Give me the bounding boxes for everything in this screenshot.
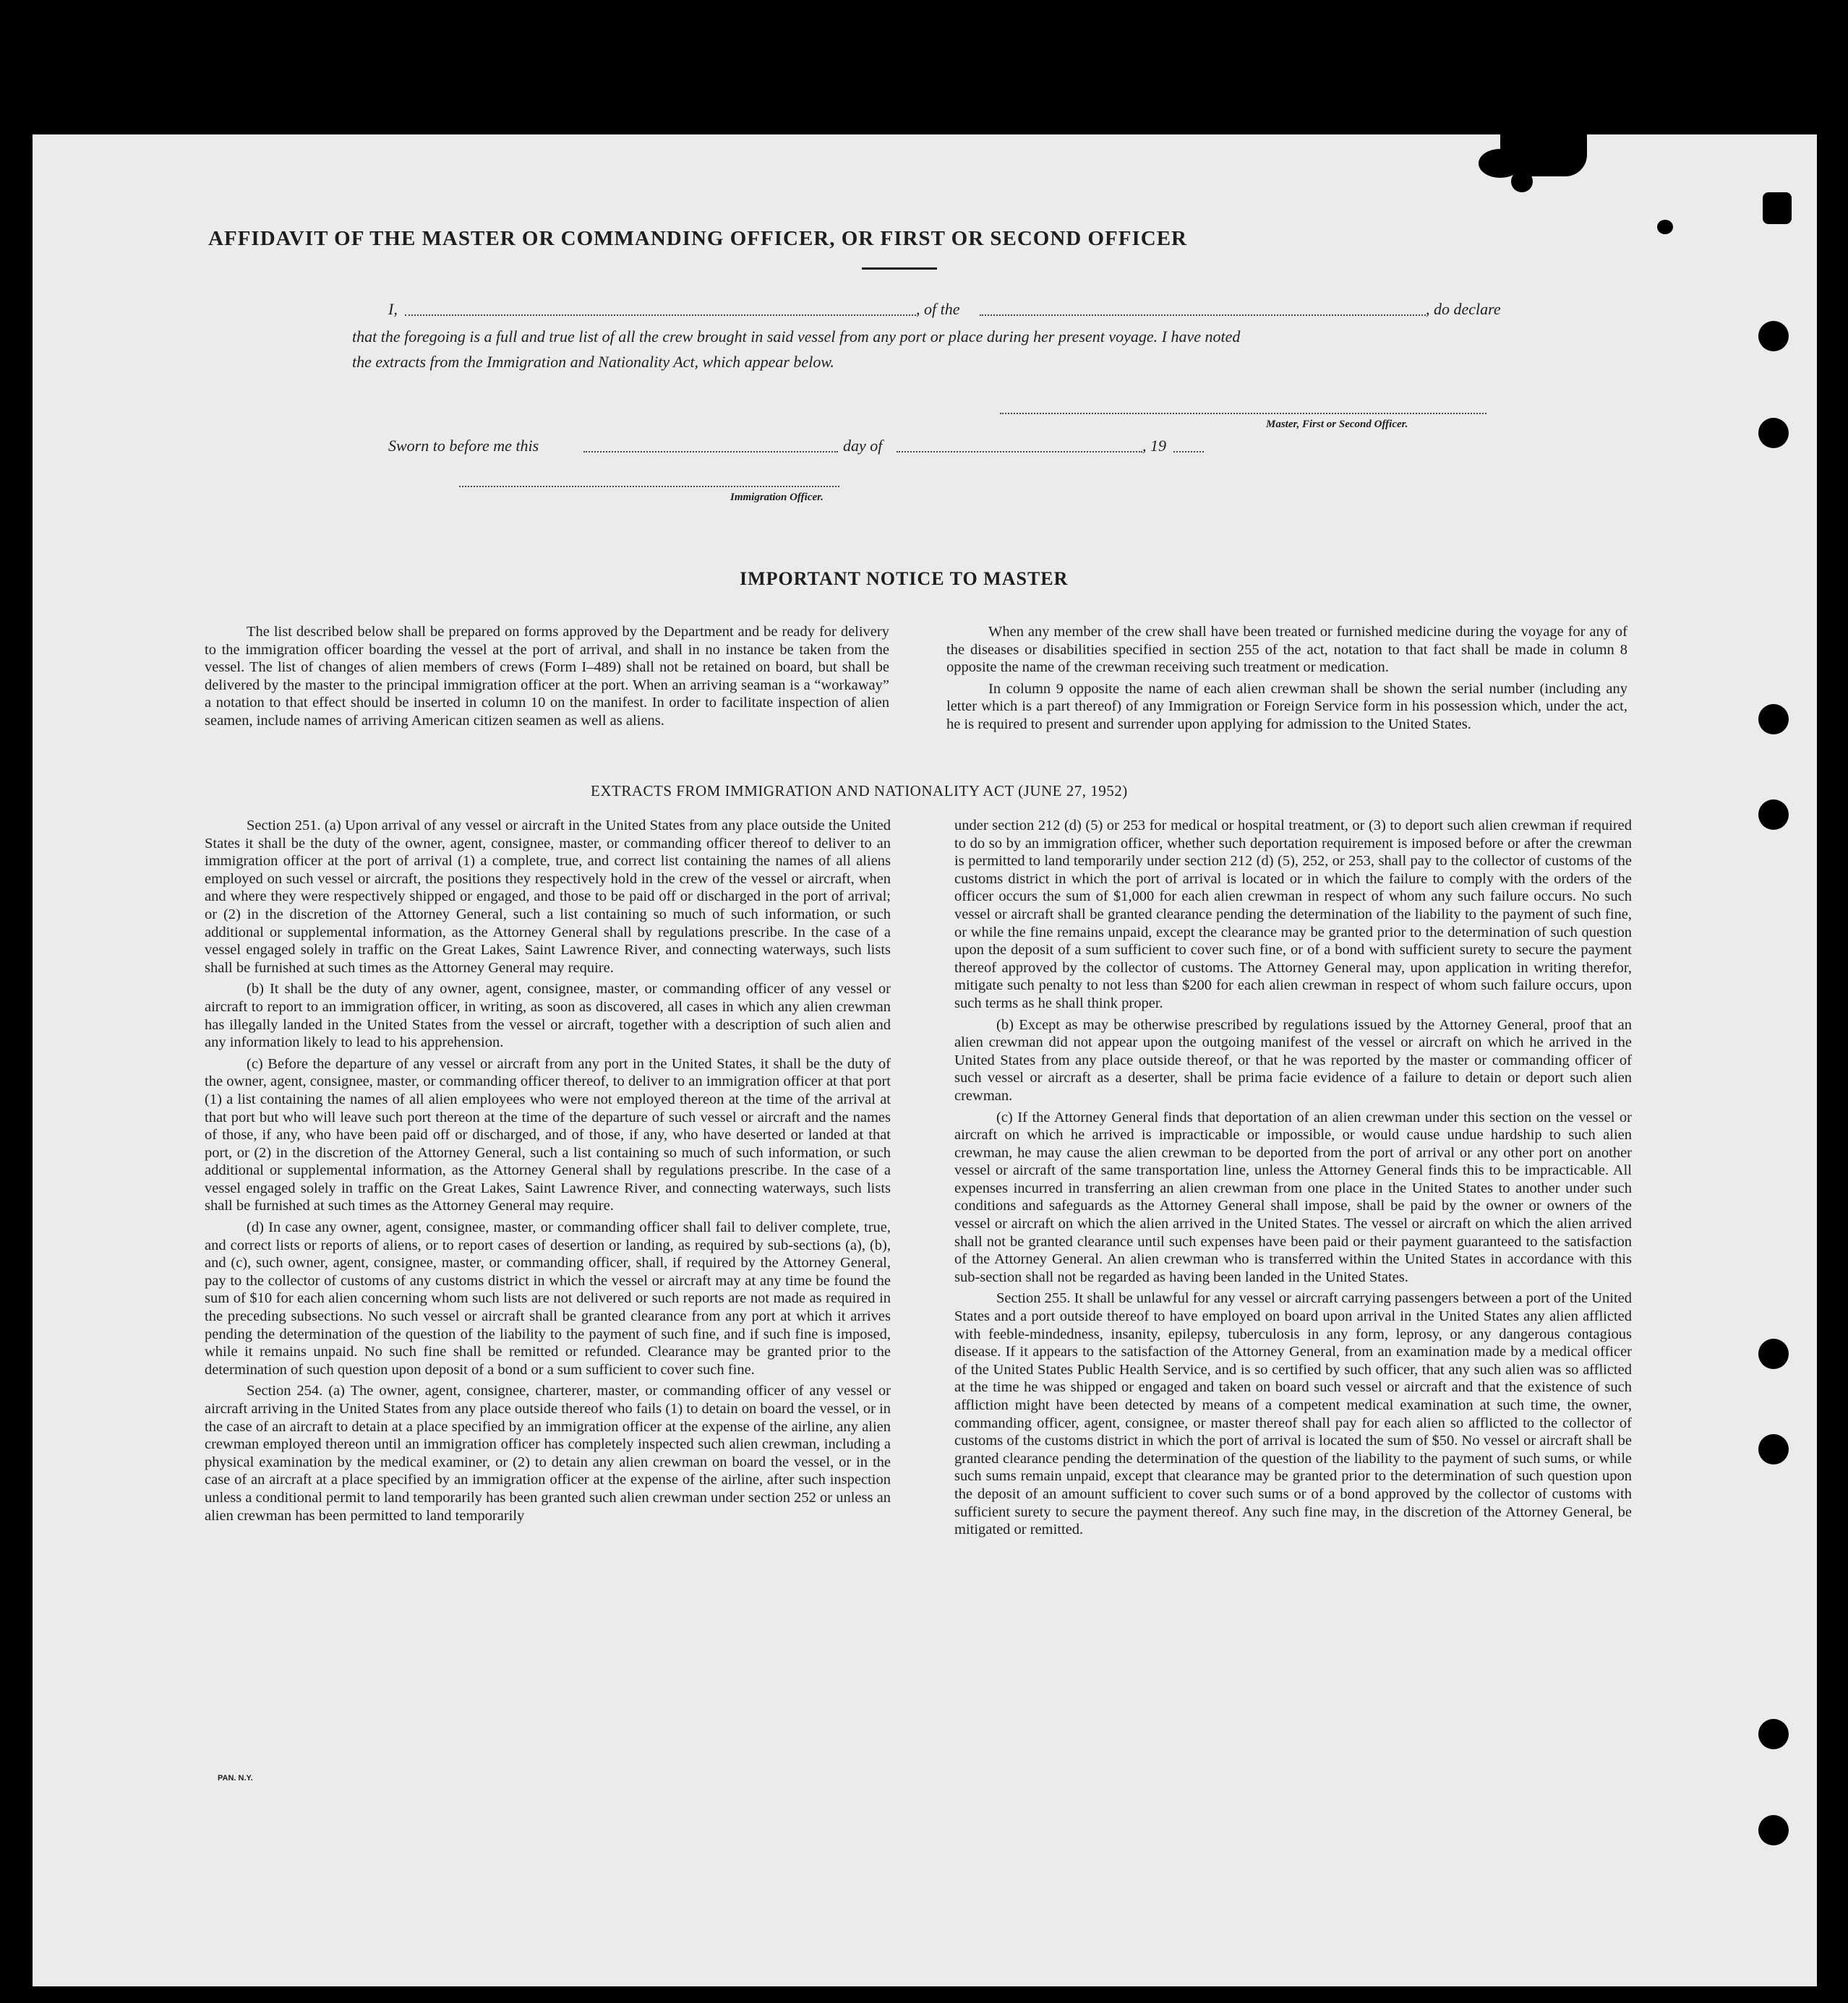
- binder-hole: [1758, 704, 1789, 734]
- binder-hole: [1758, 1339, 1789, 1369]
- notice-right-column: [946, 623, 1627, 737]
- binder-hole: [1758, 799, 1789, 830]
- section-254-b: (b) Except as may be otherwise prescribed by regulations issued by the Attorney General, proof that an alien crewman did not appear upon the outgoing manifest of the vessel or aircraft on which he arrived in the United States from any place outside thereof, or that he was reported by the master or commanding officer of such vessel or aircraft as a deserter, shall be prima facie evidence of a failure to detain or deport such alien crewman.: [954, 1016, 1632, 1104]
- section-251-c: (c) Before the departure of any vessel or aircraft from any port in the United States, it shall be the duty of the owner, agent, consignee, master, or commanding officer thereof, to deliver to an immigration officer at that port (1) a list containing the names of all alien employees who were not employed thereon at the time of the arrival at that port but who will leave such port thereon at the time of the departure of such vessel or aircraft and the names of those, if any, who have been paid off or discharged, and of those, if any, who have deserted or landed at that port, or (2) in the discretion of the Attorney General, such a list containing so much of such information, or such additional or supplemental information, as the Attorney General shall by regulations prescribe. In the case of a vessel engaged solely in traffic on the Great Lakes, Saint Lawrence River, and connecting waterways, such lists shall be furnished at such times as the Attorney General may require.: [205, 1055, 891, 1214]
- binder-hole: [1758, 1434, 1789, 1464]
- of-the-label: , of the: [916, 300, 960, 318]
- section-254-a-continued: under section 212 (d) (5) or 253 for medical or hospital treatment, or (3) to deport such alien crewman if required to do so by an immigration officer, whether such deportation requirement is imposed before or after the crewman is permitted to land temporarily under section 212 (d) (5), 252, or 253, shall pay to the collector of customs of the customs district in which the port of arrival is located or in which the failure to comply with the orders of the officer occurs the sum of $1,000 for each alien crewman in respect of whom any such failure occurs. No such vessel or aircraft shall be granted clearance pending the determination of the liability to the payment of such fine, or while the fine remains unpaid, except the clearance may be granted prior to the determination of such question upon the deposit of a sum sufficient to cover such fine, or of a bond with sufficient surety to secure the payment thereof approved by the collector of customs. The Attorney General may, upon application in writing therefor, mitigate such penalty to not less than $200 for each alien crewman in respect of whom such failure occurs, upon such terms as he shall think proper.: [954, 818, 1632, 1011]
- form-page: [33, 134, 1817, 1986]
- affidavit-line-2: that the foregoing is a full and true list of all the crew brought in said vessel from any port or place during her present voyage. I have noted: [352, 327, 1241, 346]
- notice-heading: IMPORTANT NOTICE TO MASTER: [740, 568, 1069, 589]
- affiant-prefix: I,: [388, 300, 398, 318]
- officer-signature-field[interactable]: [459, 486, 839, 487]
- ink-blot: [1657, 220, 1673, 234]
- title-rule: [862, 267, 937, 270]
- section-251-b: (b) It shall be the duty of any owner, agent, consignee, master, or commanding officer of any vessel or aircraft to report to an immigration officer, in writing, as soon as discovered, all cases in which any alien crewman has illegally landed in the United States from the vessel or aircraft, together with a description of such alien and any information likely to lead to his apprehension.: [205, 981, 891, 1051]
- ink-blot: [1763, 192, 1792, 224]
- affiant-name-field[interactable]: [405, 314, 916, 316]
- binder-hole: [1758, 1719, 1789, 1749]
- day-of-label: day of: [843, 437, 883, 455]
- section-251-a: Section 251. (a) Upon arrival of any vessel or aircraft in the United States from any place outside the United States it shall be the duty of the owner, agent, consignee, master, or commanding officer thereof to deliver to an immigration officer at the port of arrival (1) a complete, true, and correct list containing the names of all aliens employed on such vessel or aircraft, the positions they respectively hold in the crew of the vessel or aircraft, when and where they were respectively shipped or engaged, and those to be paid off or discharged in the port of arrival; or (2) in the discretion of the Attorney General, such a list containing so much of such information, or such additional or supplemental information, as the Attorney General shall by regulations prescribe. In the case of a vessel engaged solely in traffic on the Great Lakes, Saint Lawrence River, and connecting waterways, such lists shall be furnished at such times as the Attorney General may require.: [205, 818, 891, 976]
- officer-signature-label: Immigration Officer.: [730, 492, 824, 503]
- section-251-d: (d) In case any owner, agent, consignee, master, or commanding officer shall fail to deliver complete, true, and correct lists or reports of aliens, or to report cases of desertion or landing, as required by sub-sections (a), (b), and (c), such owner, agent, consignee, master, or commanding officer, shall, if required by the Attorney General, pay to the collector of customs of any customs district in which the vessel or aircraft may at any time be found the sum of $10 for each alien concerning whom such lists are not delivered or such reports are not made as required in the preceding subsections. No such vessel or aircraft shall be granted clearance from any port at which it arrives pending the determination of the question of the liability to the payment of such fine, and if such fine is imposed, while it remains unpaid. No such fine shall be remitted or refunded. Clearance may be granted prior to the determination of such question upon deposit of a bond or a sum sufficient to cover such fine.: [205, 1219, 891, 1378]
- affidavit-line-3: the extracts from the Immigration and Nationality Act, which appear below.: [352, 353, 834, 371]
- binder-hole: [1758, 1815, 1789, 1845]
- extracts-left-column: [205, 817, 891, 1528]
- declare-label: , do declare: [1426, 300, 1501, 318]
- sworn-label: Sworn to before me this: [388, 437, 539, 455]
- notice-left-column: [205, 623, 889, 734]
- vessel-name-field[interactable]: [980, 314, 1426, 316]
- notice-right-paragraph-1: When any member of the crew shall have been treated or furnished medicine during the voyage for any of the diseases or disabilities specified in section 255 of the act, notation to that fact shall be made in column 8 opposite the name of the crewman receiving such treatment or medication.: [946, 624, 1627, 676]
- notice-right-paragraph-2: In column 9 opposite the name of each alien crewman shall be shown the serial number (including any letter which is a part thereof) of any Immigration or Foreign Service form in his possession which, under the act, he is required to present and surrender upon applying for admission to the United States.: [946, 680, 1627, 732]
- affidavit-title: AFFIDAVIT OF THE MASTER OR COMMANDING OFFICER, OR FIRST OR SECOND OFFICER: [208, 227, 1187, 250]
- sworn-month-field[interactable]: [897, 451, 1142, 453]
- printer-mark: PAN. N.Y.: [218, 1774, 253, 1783]
- section-254-c: (c) If the Attorney General finds that deportation of an alien crewman under this section on the vessel or aircraft on which he arrived is impracticable or impossible, or would cause undue hardship to such alien crewman, he may cause the alien crewman to be deported from the port of arrival or any other port on another vessel or aircraft of the same transportation line, unless the Attorney General finds this to be impracticable. All expenses incurred in transferring an alien crewman from one place in the United States to another under such conditions and safeguards as the Attorney General shall impose, shall be paid by the owner or owners of the vessel or aircraft on which the alien arrived in the United States. The vessel or aircraft on which the alien arrived shall not be granted clearance until such expenses have been paid or their payment guaranteed to the satisfaction of the Attorney General. An alien crewman who is transferred within the United States in accordance with this sub-section shall not be regarded as having been landed in the United States.: [954, 1109, 1632, 1285]
- ink-blot: [1511, 171, 1533, 192]
- notice-left-paragraph: The list described below shall be prepared on forms approved by the Department and be ready for delivery to the immigration officer boarding the vessel at the port of arrival, and shall in no instance be taken from the vessel. The list of changes of alien members of crews (Form I–489) shall not be retained on board, but shall be delivered by the master to the principal immigration officer at the port. When an arriving seaman is a “workaway” a notation to that effect should be inserted in column 10 on the manifest. In order to facilitate inspection of alien seamen, include names of arriving American citizen seamen as well as aliens.: [205, 624, 889, 729]
- master-signature-label: Master, First or Second Officer.: [1266, 419, 1408, 430]
- binder-hole: [1758, 418, 1789, 448]
- master-signature-field[interactable]: [1000, 413, 1486, 414]
- extracts-right-column: [954, 817, 1632, 1543]
- sworn-day-field[interactable]: [583, 451, 838, 453]
- section-255: Section 255. It shall be unlawful for any vessel or aircraft carrying passengers between a port of the United States and a port outside thereof to have employed on board upon arrival in the United States any alien afflicted with feeble-mindedness, insanity, epilepsy, tuberculosis in any form, leprosy, or any dangerous contagious disease. If it appears to the satisfaction of the Attorney General, from an examination made by a medical officer of the United States Public Health Service, and is so certified by such officer, that any such alien was so afflicted at the time he was shipped or engaged and taken on board such vessel or aircraft and that the existence of such affliction might have been detected by means of a competent medical examination at such time, the owner, commanding officer, agent, consignee, or master thereof shall pay for each alien so afflicted to the collector of customs of the customs district in which the port of arrival is located the sum of $50. No vessel or aircraft shall be granted clearance pending the determination of the question of the liability to the payment of such sums, or while such sums remain unpaid, except that clearance may be granted prior to the determination of such question upon the deposit of an amount sufficient to cover such sums or of a bond approved by the collector of customs with sufficient surety to secure the payment thereof. Any such fine may, in the discretion of the Attorney General, be mitigated or remitted.: [954, 1290, 1632, 1538]
- year-label: , 19: [1142, 437, 1166, 455]
- sworn-year-field[interactable]: [1173, 451, 1204, 453]
- section-254-a: Section 254. (a) The owner, agent, consignee, charterer, master, or commanding officer of any vessel or aircraft arriving in the United States from any place outside thereof who fails (1) to detain on board the vessel, or in the case of an aircraft to detain at a place specified by an immigration officer at the expense of the airline, any alien crewman employed thereon until an immigration officer has completely inspected such alien crewman, including a physical examination by the medical examiner, or (2) to detain any alien crewman on board the vessel, or in the case of an aircraft at a place specified by an immigration officer at the expense of the airline, after such inspection unless a conditional permit to land temporarily has been granted such alien crewman under section 252 or unless an alien crewman has been permitted to land temporarily: [205, 1383, 891, 1524]
- extracts-heading: EXTRACTS FROM IMMIGRATION AND NATIONALITY ACT (JUNE 27, 1952): [591, 782, 1128, 799]
- binder-hole: [1758, 321, 1789, 351]
